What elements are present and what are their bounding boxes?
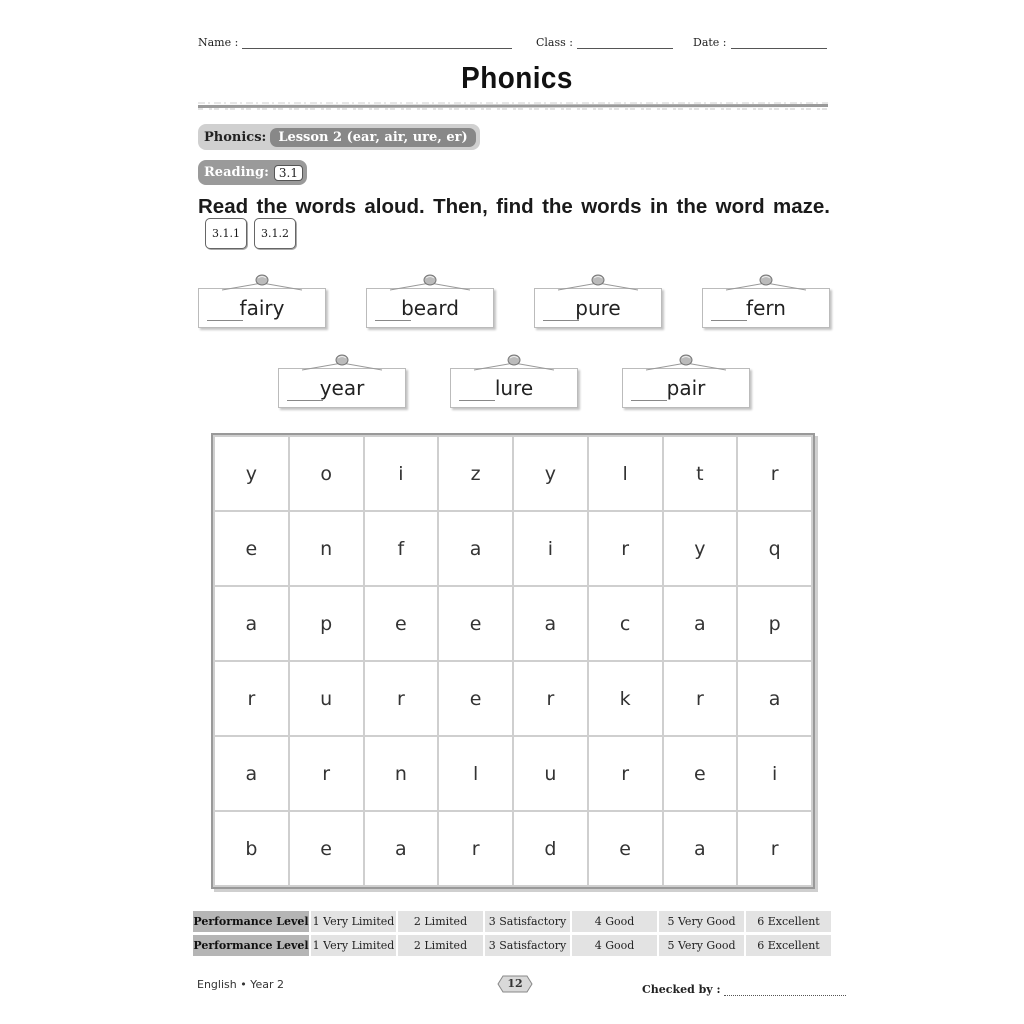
word-card-underline [375, 320, 411, 321]
performance-level-5[interactable]: 5 Very Good [659, 911, 744, 932]
maze-cell[interactable]: i [364, 436, 439, 511]
pushpin-icon [221, 273, 303, 291]
performance-level-3[interactable]: 3 Satisfactory [485, 911, 570, 932]
performance-label: Performance Level [193, 935, 309, 956]
maze-cell[interactable]: n [289, 511, 364, 586]
name-line[interactable] [242, 38, 512, 49]
performance-level-5[interactable]: 5 Very Good [659, 935, 744, 956]
maze-cell[interactable]: a [214, 736, 289, 811]
reading-tag [198, 160, 307, 185]
word-card-text: lure [494, 376, 534, 400]
word-card-text: pair [666, 376, 706, 400]
performance-level-1[interactable]: 1 Very Limited [311, 911, 396, 932]
maze-cell[interactable]: f [364, 511, 439, 586]
word-card-underline [631, 400, 667, 401]
maze-cell[interactable]: t [663, 436, 738, 511]
maze-cell[interactable]: z [438, 436, 513, 511]
maze-cell[interactable]: a [364, 811, 439, 886]
maze-cell[interactable]: r [364, 661, 439, 736]
maze-cell[interactable]: r [663, 661, 738, 736]
phonics-lesson: Lesson 2 (ear, air, ure, er) [270, 128, 475, 147]
maze-cell[interactable]: d [513, 811, 588, 886]
word-card-underline [459, 400, 495, 401]
maze-cell[interactable]: r [214, 661, 289, 736]
performance-level-4[interactable]: 4 Good [572, 935, 657, 956]
checked-by[interactable] [642, 983, 846, 996]
page-title: Phonics [461, 60, 573, 95]
maze-row [214, 436, 812, 511]
maze-cell[interactable]: q [737, 511, 812, 586]
class-field[interactable] [536, 36, 673, 49]
date-line[interactable] [731, 38, 827, 49]
maze-cell[interactable]: y [663, 511, 738, 586]
maze-cell[interactable]: e [438, 661, 513, 736]
word-card-underline [711, 320, 747, 321]
performance-row [193, 911, 831, 932]
reading-ref: 3.1 [274, 165, 303, 181]
maze-cell[interactable]: n [364, 736, 439, 811]
pushpin-icon [725, 273, 807, 291]
maze-cell[interactable]: r [438, 811, 513, 886]
maze-cell[interactable]: e [663, 736, 738, 811]
phonics-tag-label: Phonics: [204, 129, 267, 145]
maze-cell[interactable]: r [737, 811, 812, 886]
maze-cell[interactable]: a [663, 586, 738, 661]
name-label: Name : [198, 36, 239, 49]
page-number [497, 975, 527, 993]
maze-row [214, 736, 812, 811]
maze-cell[interactable]: e [588, 811, 663, 886]
performance-label: Performance Level [193, 911, 309, 932]
footer-subject: English • Year 2 [197, 978, 284, 991]
performance-level-1[interactable]: 1 Very Limited [311, 935, 396, 956]
maze-cell[interactable]: e [289, 811, 364, 886]
maze-cell[interactable]: p [737, 586, 812, 661]
performance-level-2[interactable]: 2 Limited [398, 911, 483, 932]
maze-cell[interactable]: l [438, 736, 513, 811]
pushpin-icon [301, 353, 383, 371]
maze-row [214, 811, 812, 886]
word-card [198, 288, 326, 328]
reading-tag-label: Reading: [204, 165, 269, 180]
maze-cell[interactable]: r [289, 736, 364, 811]
instruction-text: Read the words aloud. Then, find the words in the word maze. [198, 195, 830, 218]
checked-by-label: Checked by : [642, 983, 721, 996]
pushpin-icon [557, 273, 639, 291]
maze-cell[interactable]: u [513, 736, 588, 811]
word-card [622, 368, 750, 408]
maze-cell[interactable]: r [737, 436, 812, 511]
maze-cell[interactable]: e [214, 511, 289, 586]
phonics-tag [198, 124, 480, 150]
maze-cell[interactable]: e [364, 586, 439, 661]
maze-cell[interactable]: p [289, 586, 364, 661]
instruction [198, 193, 830, 251]
maze-row [214, 661, 812, 736]
performance-level-6[interactable]: 6 Excellent [746, 935, 831, 956]
word-card-underline [207, 320, 243, 321]
maze-cell[interactable]: a [214, 586, 289, 661]
maze-cell[interactable]: a [438, 511, 513, 586]
word-card [366, 288, 494, 328]
maze-cell[interactable]: b [214, 811, 289, 886]
word-card [278, 368, 406, 408]
pushpin-icon [645, 353, 727, 371]
maze-cell[interactable]: u [289, 661, 364, 736]
word-card [702, 288, 830, 328]
maze-cell[interactable]: a [513, 586, 588, 661]
instruction-ref-2: 3.1.2 [254, 218, 296, 249]
maze-cell[interactable]: y [214, 436, 289, 511]
maze-cell[interactable]: a [663, 811, 738, 886]
performance-level-2[interactable]: 2 Limited [398, 935, 483, 956]
page-number-text: 12 [507, 977, 523, 990]
maze-cell[interactable]: o [289, 436, 364, 511]
date-field[interactable] [693, 36, 827, 49]
pushpin-icon [473, 353, 555, 371]
performance-level-4[interactable]: 4 Good [572, 911, 657, 932]
name-field[interactable] [198, 36, 512, 49]
class-line[interactable] [577, 38, 673, 49]
maze-cell[interactable]: y [513, 436, 588, 511]
maze-row [214, 586, 812, 661]
word-card-text: fern [746, 296, 786, 320]
word-card-text: beard [401, 296, 459, 320]
pushpin-icon [389, 273, 471, 291]
performance-level-3[interactable]: 3 Satisfactory [485, 935, 570, 956]
maze-cell[interactable]: i [737, 736, 812, 811]
performance-level-6[interactable]: 6 Excellent [746, 911, 831, 932]
maze-cell[interactable]: r [513, 661, 588, 736]
word-card-text: year [319, 376, 365, 400]
word-card-underline [287, 400, 323, 401]
maze-cell[interactable]: a [737, 661, 812, 736]
maze-cell[interactable]: r [588, 511, 663, 586]
word-card-text: fairy [239, 296, 285, 320]
maze-cell[interactable]: r [588, 736, 663, 811]
word-maze [211, 433, 815, 889]
word-card [534, 288, 662, 328]
maze-cell[interactable]: k [588, 661, 663, 736]
maze-row [214, 511, 812, 586]
performance-row [193, 935, 831, 956]
checked-by-line[interactable] [724, 986, 846, 996]
class-label: Class : [536, 36, 573, 49]
date-label: Date : [693, 36, 727, 49]
brush-divider [198, 101, 828, 110]
word-card [450, 368, 578, 408]
maze-cell[interactable]: e [438, 586, 513, 661]
maze-cell[interactable]: i [513, 511, 588, 586]
word-card-text: pure [575, 296, 621, 320]
word-card-underline [543, 320, 579, 321]
instruction-ref-1: 3.1.1 [205, 218, 247, 249]
maze-cell[interactable]: l [588, 436, 663, 511]
maze-cell[interactable]: c [588, 586, 663, 661]
